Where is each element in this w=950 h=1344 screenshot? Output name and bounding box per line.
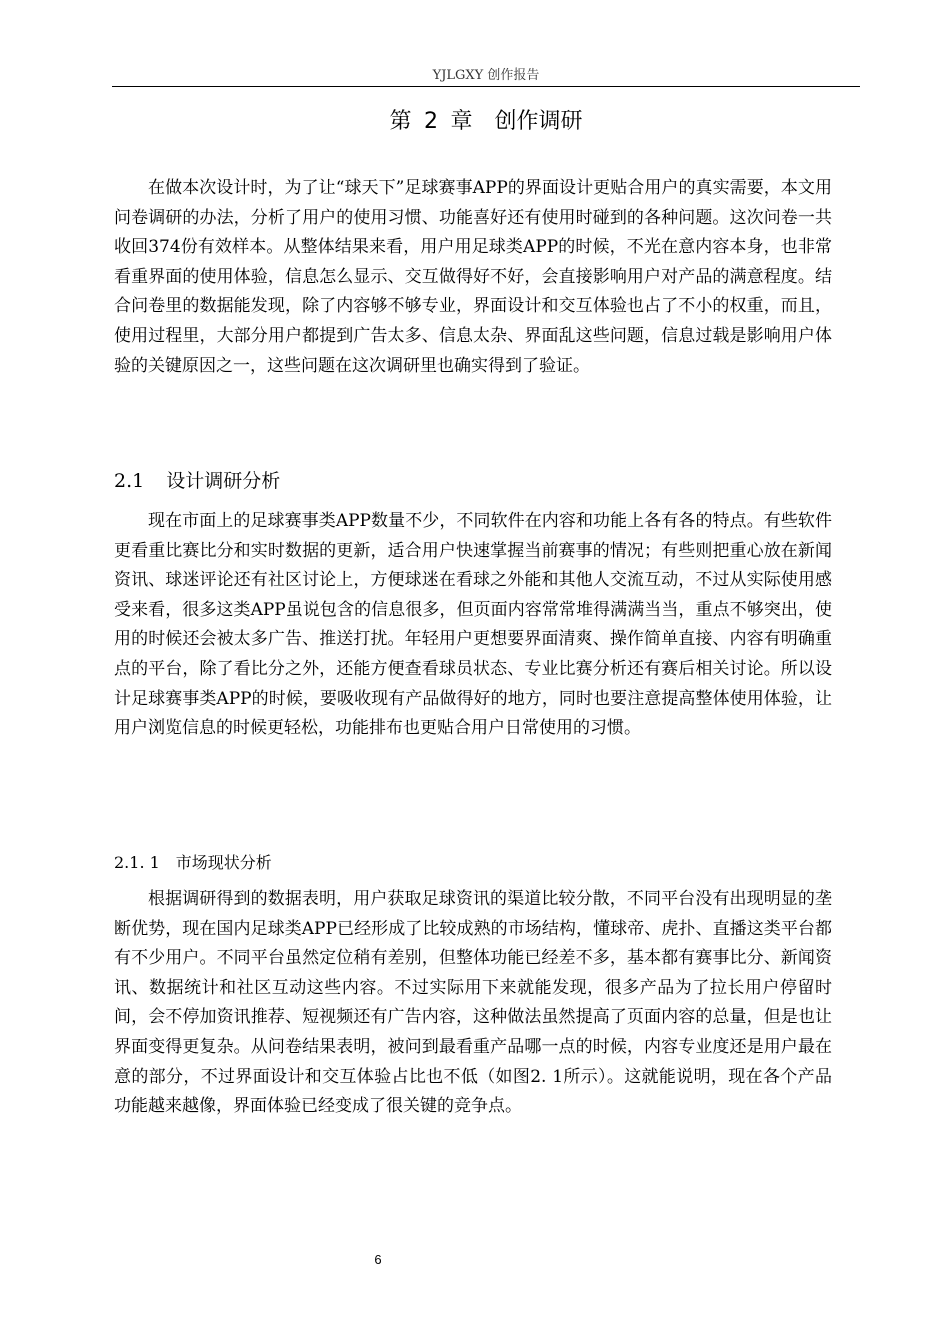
section-number: 2.1 xyxy=(114,470,145,492)
section-heading-2-1 xyxy=(114,466,280,493)
section-2-1-paragraph: 现在市面上的足球赛事类APP数量不少，不同软件在内容和功能上各有各的特点。有些软件更看重比赛比分和实时数据的更新，适合用户快速掌握当前赛事的情况；有些则把重心放在新闻资讯、球迷评论还有社区讨论上，方便球迷在看球之外能和其他人交流互动，不过从实际使用感受来看，很多这类APP虽说包含的信息很多，但页面内容常常堆得满满当当，重点不够突出，使用的时候还会被太多广告、推送打扰。年轻用户更想要界面清爽、操作简单直接、内容有明确重点的平台，除了看比分之外，还能方便查看球员状态、专业比赛分析还有赛后相关讨论。所以设计足球赛事类APP的时候，要吸收现有产品做得好的地方，同时也要注意提高整体使用体验，让用户浏览信息的时候更轻松，功能排布也更贴合用户日常使用的习惯。 xyxy=(114,511,832,739)
page-header: YJLGXY 创作报告 xyxy=(432,68,540,83)
section-title: 设计调研分析 xyxy=(166,470,281,492)
chapter-intro-paragraph: 在做本次设计时，为了让“球天下”足球赛事APP的界面设计更贴合用户的真实需要，本文用问卷调研的办法，分析了用户的使用习惯、功能喜好还有使用时碰到的各种问题。这次问卷一共收回374份有效样本。从整体结果来看，用户用足球类APP的时候，不光在意内容本身，也非常看重界面的使用体验，信息怎么显示、交互做得好不好，会直接影响用户对产品的满意程度。结合问卷里的数据能发现，除了内容够不够专业，界面设计和交互体验也占了不小的权重，而且，使用过程里，大部分用户都提到广告太多、信息太杂、界面乱这些问题，信息过载是影响用户体验的关键原因之一，这些问题在这次调研里也确实得到了验证。 xyxy=(114,178,832,376)
section-2-1-1-paragraph: 根据调研得到的数据表明，用户获取足球资讯的渠道比较分散，不同平台没有出现明显的垄断优势，现在国内足球类APP已经形成了比较成熟的市场结构，懂球帝、虎扑、直播这类平台都有不少用户。不同平台虽然定位稍有差别，但整体功能已经差不多，基本都有赛事比分、新闻资讯、数据统计和社区互动这些内容。不过实际用下来就能发现，很多产品为了拉长用户停留时间，会不停加资讯推荐、短视频还有广告内容，这种做法虽然提高了页面内容的总量，但是也让界面变得更复杂。从问卷结果表明，被问到最看重产品哪一点的时候，内容专业度还是用户最在意的部分，不过界面设计和交互体验占比也不低（如图2. 1所示）。这就能说明，现在各个产品功能越来越像，界面体验已经变成了很关键的竞争点。 xyxy=(114,889,832,1117)
subsection-number: 2.1. 1 xyxy=(114,853,160,872)
subsection-title: 市场现状分析 xyxy=(175,853,272,872)
page-number: 6 xyxy=(374,1252,382,1267)
subsection-heading-2-1-1 xyxy=(114,850,272,873)
chapter-title: 第 2 章 创作调研 xyxy=(389,109,583,134)
header-rule xyxy=(112,86,860,87)
